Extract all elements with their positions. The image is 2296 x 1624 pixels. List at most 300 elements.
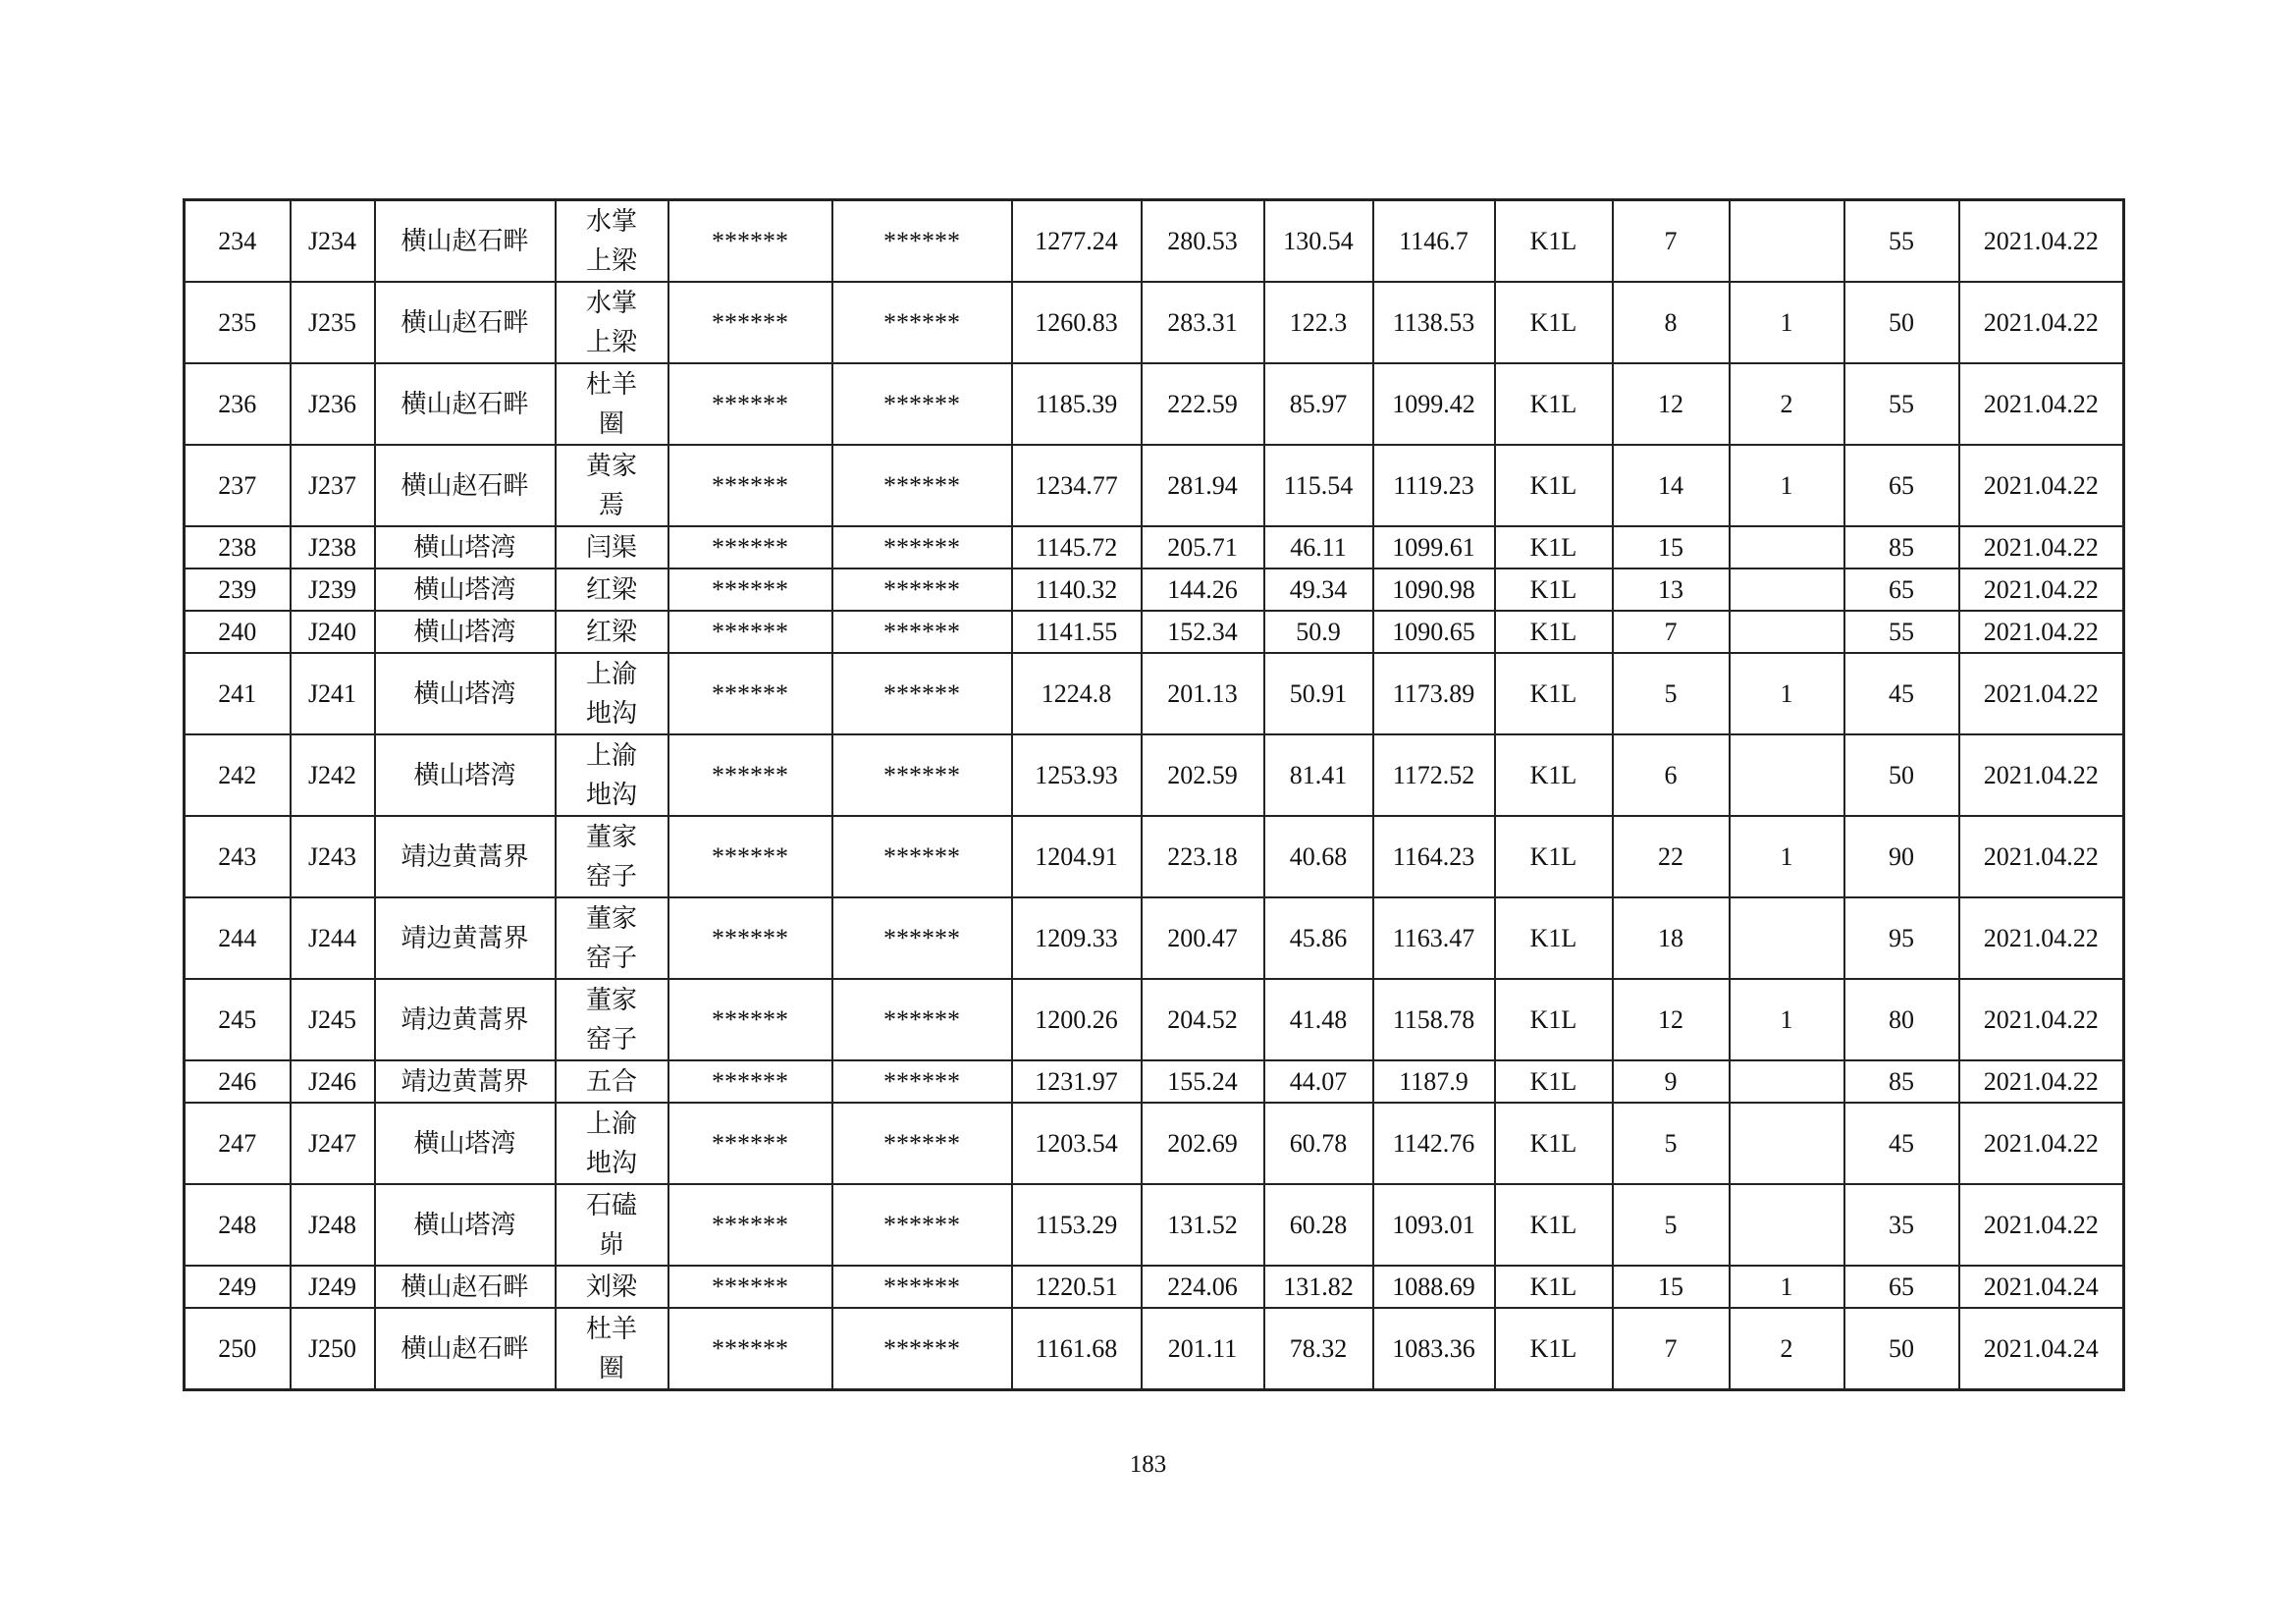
village-line: 黄家	[585, 451, 637, 481]
village-line: 地沟	[585, 780, 637, 810]
type-cell: K1L	[1495, 363, 1613, 445]
table-row	[185, 1266, 2124, 1308]
row-number-cell: 244	[185, 897, 291, 979]
value-cell: 50.91	[1264, 653, 1373, 734]
table-body	[185, 200, 2124, 1390]
count-cell: 5	[1613, 1184, 1730, 1266]
value-cell: 78.32	[1264, 1308, 1373, 1390]
count-cell: 1	[1730, 816, 1844, 897]
row-number-cell: 234	[185, 200, 291, 283]
table-row	[185, 445, 2124, 526]
count-cell	[1730, 200, 1844, 283]
type-cell: K1L	[1495, 653, 1613, 734]
type-cell: K1L	[1495, 1060, 1613, 1103]
row-number-cell: 240	[185, 611, 291, 653]
masked-cell: ******	[832, 445, 1012, 526]
count-cell: 8	[1613, 282, 1730, 363]
code-cell: J248	[291, 1184, 375, 1266]
value-cell: 115.54	[1264, 445, 1373, 526]
count-cell: 15	[1613, 1266, 1730, 1308]
count-cell: 5	[1613, 653, 1730, 734]
village-line: 杜羊	[585, 1314, 637, 1344]
masked-cell: ******	[832, 897, 1012, 979]
value-cell: 60.28	[1264, 1184, 1373, 1266]
value-cell: 1099.42	[1373, 363, 1495, 445]
date-cell: 2021.04.22	[1959, 979, 2124, 1060]
village-cell	[556, 1266, 668, 1308]
village-cell	[556, 363, 668, 445]
count-cell: 45	[1844, 1103, 1959, 1184]
village-line: 圈	[598, 408, 624, 439]
town-cell: 横山塔湾	[375, 1184, 556, 1266]
masked-cell: ******	[668, 897, 832, 979]
village-cell	[556, 282, 668, 363]
date-cell: 2021.04.22	[1959, 363, 2124, 445]
value-cell: 1234.77	[1012, 445, 1142, 526]
masked-cell: ******	[832, 1060, 1012, 1103]
value-cell: 152.34	[1142, 611, 1264, 653]
village-cell	[556, 897, 668, 979]
code-cell: J236	[291, 363, 375, 445]
date-cell: 2021.04.22	[1959, 1184, 2124, 1266]
value-cell: 45.86	[1264, 897, 1373, 979]
masked-cell: ******	[832, 653, 1012, 734]
masked-cell: ******	[832, 816, 1012, 897]
date-cell: 2021.04.22	[1959, 200, 2124, 283]
table-row	[185, 526, 2124, 568]
count-cell: 7	[1613, 611, 1730, 653]
village-line: 董家	[585, 985, 637, 1015]
value-cell: 1088.69	[1373, 1266, 1495, 1308]
value-cell: 1083.36	[1373, 1308, 1495, 1390]
masked-cell: ******	[832, 282, 1012, 363]
code-cell: J250	[291, 1308, 375, 1390]
count-cell: 85	[1844, 526, 1959, 568]
table-row	[185, 1308, 2124, 1390]
count-cell: 80	[1844, 979, 1959, 1060]
town-cell: 横山塔湾	[375, 526, 556, 568]
code-cell: J238	[291, 526, 375, 568]
data-table	[183, 198, 2125, 1391]
date-cell: 2021.04.24	[1959, 1308, 2124, 1390]
masked-cell: ******	[668, 1308, 832, 1390]
value-cell: 1164.23	[1373, 816, 1495, 897]
value-cell: 205.71	[1142, 526, 1264, 568]
date-cell: 2021.04.22	[1959, 526, 2124, 568]
village-line: 上梁	[585, 327, 637, 357]
value-cell: 1145.72	[1012, 526, 1142, 568]
value-cell: 144.26	[1142, 568, 1264, 611]
date-cell: 2021.04.24	[1959, 1266, 2124, 1308]
town-cell: 靖边黄蒿界	[375, 897, 556, 979]
value-cell: 49.34	[1264, 568, 1373, 611]
masked-cell: ******	[832, 611, 1012, 653]
village-line: 石磕	[585, 1190, 637, 1220]
village-line: 水掌	[585, 206, 637, 237]
code-cell: J235	[291, 282, 375, 363]
row-number-cell: 245	[185, 979, 291, 1060]
value-cell: 1119.23	[1373, 445, 1495, 526]
type-cell: K1L	[1495, 1103, 1613, 1184]
value-cell: 1187.9	[1373, 1060, 1495, 1103]
table-row	[185, 816, 2124, 897]
row-number-cell: 236	[185, 363, 291, 445]
row-number-cell: 246	[185, 1060, 291, 1103]
masked-cell: ******	[668, 611, 832, 653]
value-cell: 1093.01	[1373, 1184, 1495, 1266]
count-cell: 90	[1844, 816, 1959, 897]
count-cell	[1730, 1184, 1844, 1266]
table-row	[185, 611, 2124, 653]
town-cell: 横山塔湾	[375, 568, 556, 611]
value-cell: 281.94	[1142, 445, 1264, 526]
code-cell: J243	[291, 816, 375, 897]
village-cell	[556, 1184, 668, 1266]
count-cell: 45	[1844, 653, 1959, 734]
value-cell: 1141.55	[1012, 611, 1142, 653]
town-cell: 靖边黄蒿界	[375, 816, 556, 897]
count-cell: 65	[1844, 568, 1959, 611]
row-number-cell: 241	[185, 653, 291, 734]
village-cell	[556, 653, 668, 734]
masked-cell: ******	[668, 1060, 832, 1103]
village-line: 地沟	[585, 698, 637, 729]
count-cell: 85	[1844, 1060, 1959, 1103]
count-cell: 1	[1730, 282, 1844, 363]
count-cell: 1	[1730, 979, 1844, 1060]
table-row	[185, 897, 2124, 979]
value-cell: 222.59	[1142, 363, 1264, 445]
value-cell: 1224.8	[1012, 653, 1142, 734]
village-line: 水掌	[585, 288, 637, 318]
village-cell	[556, 445, 668, 526]
table-row	[185, 200, 2124, 283]
masked-cell: ******	[668, 282, 832, 363]
value-cell: 280.53	[1142, 200, 1264, 283]
type-cell: K1L	[1495, 816, 1613, 897]
count-cell	[1730, 526, 1844, 568]
value-cell: 1185.39	[1012, 363, 1142, 445]
village-cell	[556, 1308, 668, 1390]
value-cell: 1153.29	[1012, 1184, 1142, 1266]
value-cell: 130.54	[1264, 200, 1373, 283]
value-cell: 1260.83	[1012, 282, 1142, 363]
count-cell: 95	[1844, 897, 1959, 979]
masked-cell: ******	[832, 979, 1012, 1060]
village-cell	[556, 979, 668, 1060]
row-number-cell: 238	[185, 526, 291, 568]
masked-cell: ******	[668, 1103, 832, 1184]
value-cell: 131.52	[1142, 1184, 1264, 1266]
type-cell: K1L	[1495, 200, 1613, 283]
town-cell: 靖边黄蒿界	[375, 1060, 556, 1103]
count-cell	[1730, 897, 1844, 979]
village-cell	[556, 816, 668, 897]
date-cell: 2021.04.22	[1959, 816, 2124, 897]
value-cell: 1253.93	[1012, 734, 1142, 816]
count-cell	[1730, 611, 1844, 653]
value-cell: 1158.78	[1373, 979, 1495, 1060]
count-cell	[1730, 734, 1844, 816]
value-cell: 202.69	[1142, 1103, 1264, 1184]
table-row	[185, 1103, 2124, 1184]
town-cell: 横山塔湾	[375, 1103, 556, 1184]
masked-cell: ******	[668, 734, 832, 816]
type-cell: K1L	[1495, 611, 1613, 653]
date-cell: 2021.04.22	[1959, 568, 2124, 611]
count-cell	[1730, 1060, 1844, 1103]
value-cell: 1231.97	[1012, 1060, 1142, 1103]
value-cell: 1090.65	[1373, 611, 1495, 653]
village-cell	[556, 568, 668, 611]
masked-cell: ******	[832, 363, 1012, 445]
table-row	[185, 568, 2124, 611]
count-cell: 1	[1730, 445, 1844, 526]
table-row	[185, 979, 2124, 1060]
value-cell: 1142.76	[1373, 1103, 1495, 1184]
value-cell: 44.07	[1264, 1060, 1373, 1103]
value-cell: 223.18	[1142, 816, 1264, 897]
date-cell: 2021.04.22	[1959, 611, 2124, 653]
village-line: 杜羊	[585, 369, 637, 400]
village-line: 董家	[585, 822, 637, 852]
masked-cell: ******	[832, 734, 1012, 816]
row-number-cell: 242	[185, 734, 291, 816]
masked-cell: ******	[832, 1103, 1012, 1184]
masked-cell: ******	[668, 200, 832, 283]
count-cell	[1730, 1103, 1844, 1184]
table-row	[185, 1060, 2124, 1103]
row-number-cell: 237	[185, 445, 291, 526]
village-line: 窑子	[585, 861, 637, 892]
town-cell: 横山塔湾	[375, 611, 556, 653]
value-cell: 204.52	[1142, 979, 1264, 1060]
table-row	[185, 734, 2124, 816]
value-cell: 81.41	[1264, 734, 1373, 816]
town-cell: 横山塔湾	[375, 734, 556, 816]
masked-cell: ******	[668, 816, 832, 897]
count-cell: 7	[1613, 200, 1730, 283]
village-cell	[556, 1060, 668, 1103]
value-cell: 41.48	[1264, 979, 1373, 1060]
village-line: 董家	[585, 903, 637, 934]
row-number-cell: 248	[185, 1184, 291, 1266]
count-cell: 12	[1613, 979, 1730, 1060]
masked-cell: ******	[668, 979, 832, 1060]
code-cell: J240	[291, 611, 375, 653]
code-cell: J237	[291, 445, 375, 526]
type-cell: K1L	[1495, 282, 1613, 363]
type-cell: K1L	[1495, 1266, 1613, 1308]
count-cell: 1	[1730, 1266, 1844, 1308]
village-line: 红梁	[585, 574, 637, 605]
table-row	[185, 1184, 2124, 1266]
date-cell: 2021.04.22	[1959, 653, 2124, 734]
value-cell: 283.31	[1142, 282, 1264, 363]
town-cell: 横山赵石畔	[375, 363, 556, 445]
village-line: 闫渠	[585, 532, 637, 563]
value-cell: 1204.91	[1012, 816, 1142, 897]
table-row	[185, 282, 2124, 363]
village-cell	[556, 734, 668, 816]
village-cell	[556, 611, 668, 653]
value-cell: 1172.52	[1373, 734, 1495, 816]
count-cell: 9	[1613, 1060, 1730, 1103]
count-cell: 13	[1613, 568, 1730, 611]
row-number-cell: 239	[185, 568, 291, 611]
masked-cell: ******	[832, 1266, 1012, 1308]
masked-cell: ******	[832, 200, 1012, 283]
town-cell: 横山赵石畔	[375, 282, 556, 363]
village-line: 窑子	[585, 1024, 637, 1055]
code-cell: J247	[291, 1103, 375, 1184]
code-cell: J242	[291, 734, 375, 816]
village-cell	[556, 526, 668, 568]
village-cell	[556, 1103, 668, 1184]
count-cell: 6	[1613, 734, 1730, 816]
value-cell: 122.3	[1264, 282, 1373, 363]
count-cell: 7	[1613, 1308, 1730, 1390]
value-cell: 1220.51	[1012, 1266, 1142, 1308]
value-cell: 224.06	[1142, 1266, 1264, 1308]
value-cell: 1163.47	[1373, 897, 1495, 979]
code-cell: J249	[291, 1266, 375, 1308]
value-cell: 85.97	[1264, 363, 1373, 445]
count-cell: 1	[1730, 653, 1844, 734]
town-cell: 横山赵石畔	[375, 1266, 556, 1308]
count-cell: 55	[1844, 200, 1959, 283]
table-row	[185, 653, 2124, 734]
type-cell: K1L	[1495, 568, 1613, 611]
town-cell: 横山赵石畔	[375, 1308, 556, 1390]
value-cell: 155.24	[1142, 1060, 1264, 1103]
type-cell: K1L	[1495, 445, 1613, 526]
count-cell: 50	[1844, 734, 1959, 816]
value-cell: 131.82	[1264, 1266, 1373, 1308]
type-cell: K1L	[1495, 979, 1613, 1060]
date-cell: 2021.04.22	[1959, 282, 2124, 363]
village-line: 五合	[585, 1066, 637, 1097]
date-cell: 2021.04.22	[1959, 897, 2124, 979]
count-cell: 22	[1613, 816, 1730, 897]
village-line: 上渝	[585, 740, 637, 771]
masked-cell: ******	[832, 568, 1012, 611]
value-cell: 1138.53	[1373, 282, 1495, 363]
village-line: 刘梁	[585, 1272, 637, 1302]
type-cell: K1L	[1495, 734, 1613, 816]
count-cell: 12	[1613, 363, 1730, 445]
town-cell: 横山塔湾	[375, 653, 556, 734]
row-number-cell: 250	[185, 1308, 291, 1390]
type-cell: K1L	[1495, 1184, 1613, 1266]
row-number-cell: 249	[185, 1266, 291, 1308]
masked-cell: ******	[832, 1184, 1012, 1266]
value-cell: 1146.7	[1373, 200, 1495, 283]
village-line: 焉	[598, 490, 624, 520]
value-cell: 1090.98	[1373, 568, 1495, 611]
value-cell: 1140.32	[1012, 568, 1142, 611]
village-line: 上梁	[585, 245, 637, 276]
masked-cell: ******	[668, 1184, 832, 1266]
value-cell: 1161.68	[1012, 1308, 1142, 1390]
count-cell: 35	[1844, 1184, 1959, 1266]
count-cell: 5	[1613, 1103, 1730, 1184]
value-cell: 202.59	[1142, 734, 1264, 816]
value-cell: 1203.54	[1012, 1103, 1142, 1184]
type-cell: K1L	[1495, 526, 1613, 568]
masked-cell: ******	[668, 526, 832, 568]
count-cell: 50	[1844, 1308, 1959, 1390]
code-cell: J244	[291, 897, 375, 979]
village-line: 红梁	[585, 617, 637, 647]
table-row	[185, 363, 2124, 445]
masked-cell: ******	[668, 568, 832, 611]
code-cell: J234	[291, 200, 375, 283]
village-line: 窑子	[585, 943, 637, 973]
count-cell: 50	[1844, 282, 1959, 363]
value-cell: 1277.24	[1012, 200, 1142, 283]
code-cell: J246	[291, 1060, 375, 1103]
value-cell: 1099.61	[1373, 526, 1495, 568]
village-line: 圈	[598, 1353, 624, 1383]
count-cell: 65	[1844, 445, 1959, 526]
value-cell: 1200.26	[1012, 979, 1142, 1060]
value-cell: 50.9	[1264, 611, 1373, 653]
town-cell: 横山赵石畔	[375, 445, 556, 526]
town-cell: 靖边黄蒿界	[375, 979, 556, 1060]
masked-cell: ******	[668, 1266, 832, 1308]
count-cell	[1730, 568, 1844, 611]
village-cell	[556, 200, 668, 283]
count-cell: 2	[1730, 363, 1844, 445]
count-cell: 55	[1844, 363, 1959, 445]
code-cell: J245	[291, 979, 375, 1060]
type-cell: K1L	[1495, 897, 1613, 979]
value-cell: 1173.89	[1373, 653, 1495, 734]
count-cell: 18	[1613, 897, 1730, 979]
row-number-cell: 235	[185, 282, 291, 363]
value-cell: 1209.33	[1012, 897, 1142, 979]
count-cell: 15	[1613, 526, 1730, 568]
code-cell: J239	[291, 568, 375, 611]
value-cell: 40.68	[1264, 816, 1373, 897]
count-cell: 14	[1613, 445, 1730, 526]
code-cell: J241	[291, 653, 375, 734]
masked-cell: ******	[832, 526, 1012, 568]
date-cell: 2021.04.22	[1959, 734, 2124, 816]
value-cell: 200.47	[1142, 897, 1264, 979]
village-line: 上渝	[585, 659, 637, 689]
value-cell: 46.11	[1264, 526, 1373, 568]
page-number: 183	[1129, 1451, 1167, 1478]
village-line: 上渝	[585, 1109, 637, 1139]
row-number-cell: 247	[185, 1103, 291, 1184]
value-cell: 60.78	[1264, 1103, 1373, 1184]
count-cell: 65	[1844, 1266, 1959, 1308]
date-cell: 2021.04.22	[1959, 1103, 2124, 1184]
masked-cell: ******	[832, 1308, 1012, 1390]
row-number-cell: 243	[185, 816, 291, 897]
village-line: 峁	[598, 1229, 624, 1260]
town-cell: 横山赵石畔	[375, 200, 556, 283]
value-cell: 201.11	[1142, 1308, 1264, 1390]
count-cell: 55	[1844, 611, 1959, 653]
count-cell: 2	[1730, 1308, 1844, 1390]
value-cell: 201.13	[1142, 653, 1264, 734]
date-cell: 2021.04.22	[1959, 445, 2124, 526]
masked-cell: ******	[668, 653, 832, 734]
masked-cell: ******	[668, 363, 832, 445]
